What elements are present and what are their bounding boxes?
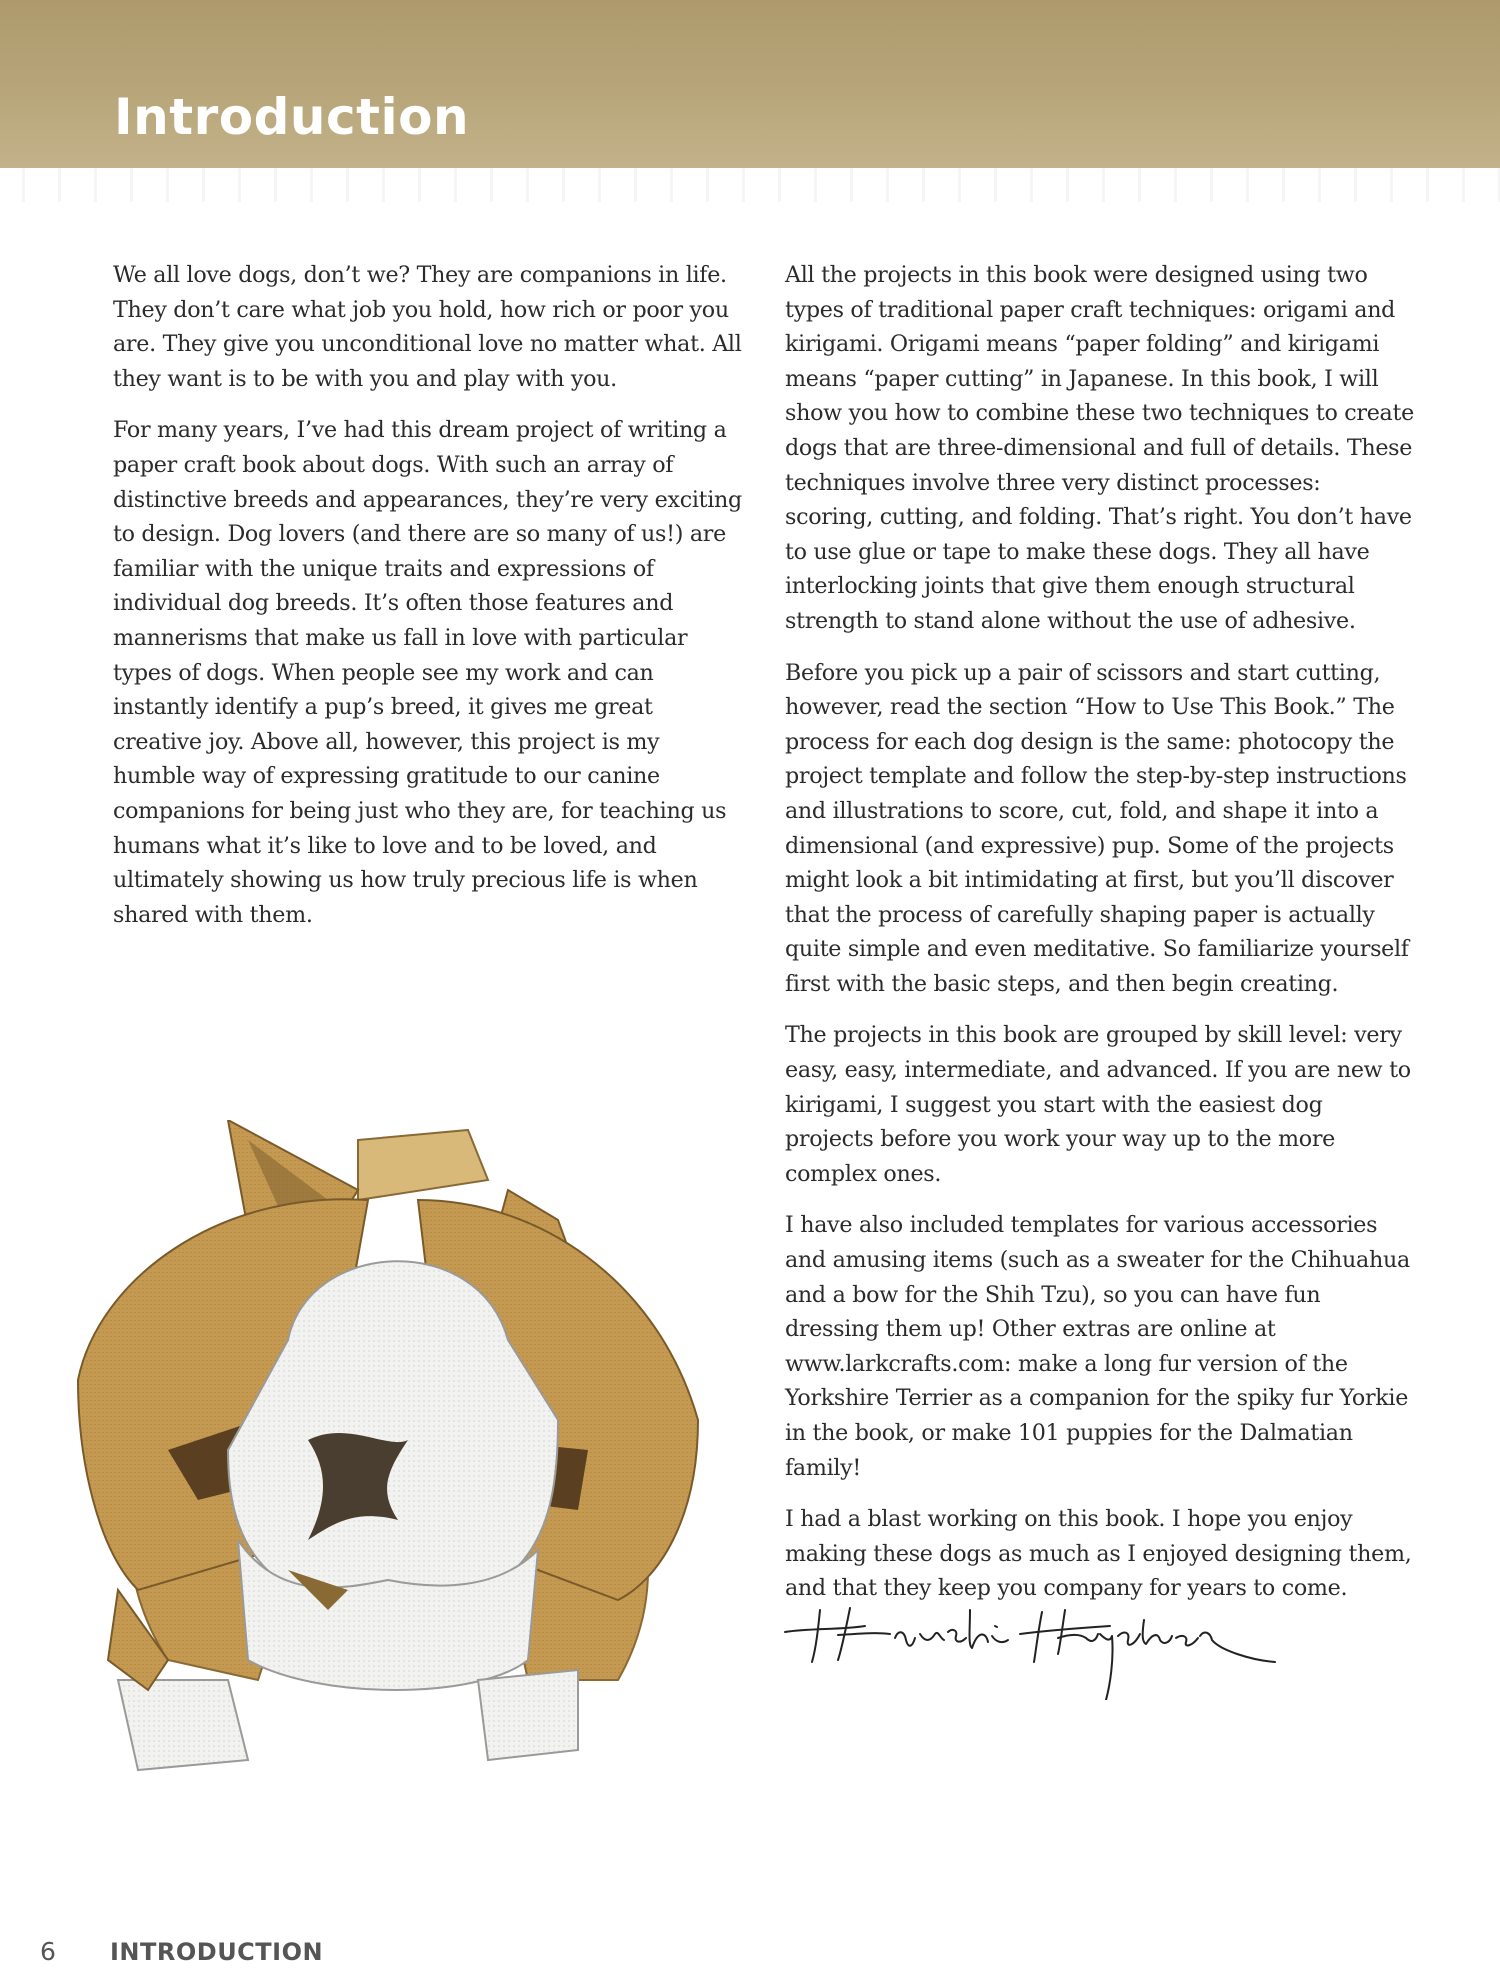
paragraph: All the projects in this book were designed using two types of traditional paper craft techniques: origami and kirigami. Origami means “paper folding” and kirigami means “paper cutting” in Japanese. In this book, I will show you how to combine these two techniques to create dogs that are three-dimensional and full of details. These techniques involve three very distinct processes: scoring, cutting, and folding. That’s right. You don’t have to use glue or tape to make these dogs. They all have interlocking joints that give them enough structural strength to stand alone without the use of adhesive. [785,262,1414,634]
page-title: Introduction [114,88,470,146]
paragraph: We all love dogs, don’t we? They are companions in life. They don’t care what job you hold, how rich or poor you are. They give you unconditional love no matter what. All they want is to be with you and play with you. [113,262,742,392]
footer-section-label: INTRODUCTION [110,1938,324,1966]
handwritten-signature [780,1590,1280,1700]
left-column [113,258,748,949]
deckled-edge [0,168,1500,202]
right-column [785,258,1415,1623]
page-number: 6 [40,1937,56,1966]
paragraph: The projects in this book are grouped by skill level: very easy, easy, intermediate, and advanced. If you are new to kirigami, I suggest you start with the easiest dog projects before you work your way up to the more complex ones. [785,1022,1411,1187]
paper-bulldog-illustration [58,1120,718,1780]
paragraph: I had a blast working on this book. I hope you enjoy making these dogs as much as I enjoyed designing them, and that they keep you company for years to come. [785,1506,1412,1602]
paragraph: Before you pick up a pair of scissors and start cutting, however, read the section “How to Use This Book.” The process for each dog design is the same: photocopy the project template and follow the step-by-step instructions and illustrations to score, cut, fold, and shape it into a dimensional (and expressive) pup. Some of the projects might look a bit intimidating at first, but you’ll discover that the process of carefully shaping paper is actually quite simple and even meditative. So familiarize yourself first with the basic steps, and then begin creating. [785,659,1409,997]
paragraph: I have also included templates for various accessories and amusing items (such as a sweater for the Chihuahua and a bow for the Shih Tzu), so you can have fun dressing them up! Other extras are online at www.larkcrafts.com: make a long fur version of the Yorkshire Terrier as a companion for the spiky fur Yorkie in the book, or make 101 puppies for the Dalmatian family! [785,1212,1410,1481]
paragraph: For many years, I’ve had this dream project of writing a paper craft book about dogs. With such an array of distinctive breeds and appearances, they’re very exciting to design. Dog lovers (and there are so many of us!) are familiar with the unique traits and expressions of individual dog breeds. It’s often those features and mannerisms that make us fall in love with particular types of dogs. When people see my work and can instantly identify a pup’s breed, it gives me great creative joy. Above all, however, this project is my humble way of expressing gratitude to our canine companions for being just who they are, for teaching us humans what it’s like to love and to be loved, and ultimately showing us how truly precious life is when shared with them. [113,417,742,928]
